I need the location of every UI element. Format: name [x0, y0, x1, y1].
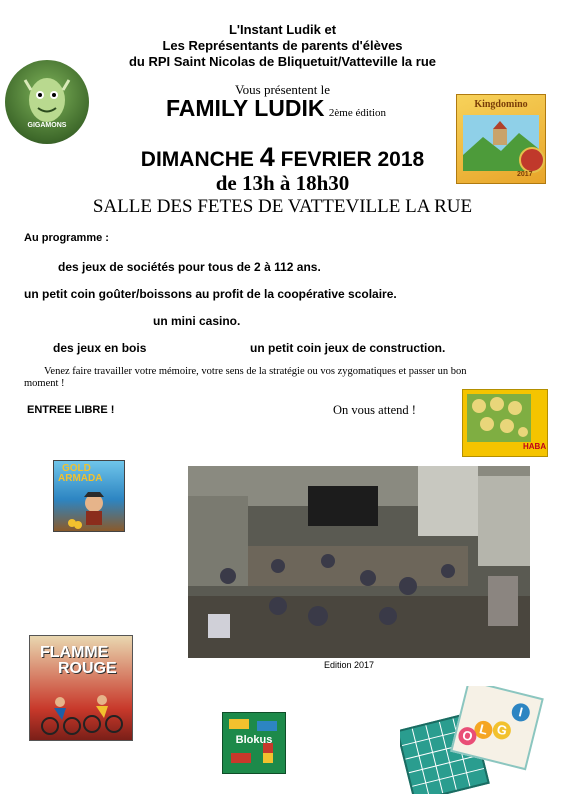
event-photo — [188, 466, 530, 658]
gold-armada-title-1: GOLD — [62, 463, 91, 474]
date-day: DIMANCHE — [140, 148, 260, 171]
date-number: 4 — [259, 142, 275, 172]
letter-tile-o: O — [457, 725, 479, 747]
program-item-wood-games: des jeux en bois — [53, 341, 147, 355]
kingdomino-title: Kingdomino — [474, 99, 528, 110]
blokus-title: Blokus — [235, 734, 273, 746]
event-edition: 2ème édition — [328, 107, 387, 119]
event-venue: SALLE DES FETES DE VATTEVILLE LA RUE — [92, 196, 473, 217]
invitation-text: Venez faire travailler votre mémoire, votre sens de la stratégie ou vos zygomatiques et passer un bon moment ! — [24, 366, 467, 389]
event-name: FAMILY LUDIK — [166, 95, 325, 121]
event-time: de 13h à 18h30 — [215, 171, 350, 195]
hall-photo-icon — [188, 466, 530, 658]
program-item-snacks: un petit coin goûter/boissons au profit de la coopérative scolaire. — [24, 287, 397, 301]
flamme-rouge-title-2: ROUGE — [58, 660, 117, 677]
kingdomino-year: 2017 — [517, 171, 533, 178]
pirate-icon — [64, 489, 118, 529]
award-badge-icon — [519, 147, 545, 173]
flamme-rouge-title-1: FLAMME — [40, 644, 109, 661]
letter-tile-i: I — [510, 701, 532, 723]
organizer-line-3: du RPI Saint Nicolas de Bliquetuit/Vatteville la rue — [128, 54, 437, 69]
gold-armada-game-box — [53, 460, 125, 532]
organizer-line-2: Les Représentants de parents d'élèves — [162, 38, 403, 53]
blokus-game-box — [222, 712, 286, 774]
gigamons-title: GIGAMONS — [27, 122, 67, 129]
cyclist-icon — [36, 688, 126, 736]
photo-caption: Edition 2017 — [324, 660, 375, 670]
kingdomino-game-box — [456, 94, 546, 184]
monster-icon — [5, 60, 89, 144]
welcome-text: On vous attend ! — [333, 403, 416, 417]
letter-tile-g: G — [491, 719, 513, 741]
program-item-games: des jeux de sociétés pour tous de 2 à 112 ans. — [58, 260, 321, 274]
organizer-line-1: L'Instant Ludik et — [228, 22, 337, 37]
letter-tile-l: L — [473, 719, 495, 741]
gold-armada-title-2: ARMADA — [58, 473, 103, 484]
program-heading: Au programme : — [24, 232, 109, 244]
haba-game-box — [462, 389, 548, 457]
haba-logo: HABA — [523, 442, 547, 451]
gigamons-game-logo — [5, 60, 89, 144]
flamme-rouge-game-box — [29, 635, 133, 741]
presents-text: Vous présentent le — [234, 82, 331, 97]
event-title — [166, 95, 386, 122]
date-rest: FEVRIER 2018 — [274, 148, 425, 171]
program-item-construction: un petit coin jeux de construction. — [250, 341, 446, 355]
letters-game-picture — [400, 686, 550, 794]
free-entry-label: ENTREE LIBRE ! — [27, 404, 115, 416]
program-item-casino: un mini casino. — [153, 314, 241, 328]
game-board-icon — [467, 394, 531, 442]
